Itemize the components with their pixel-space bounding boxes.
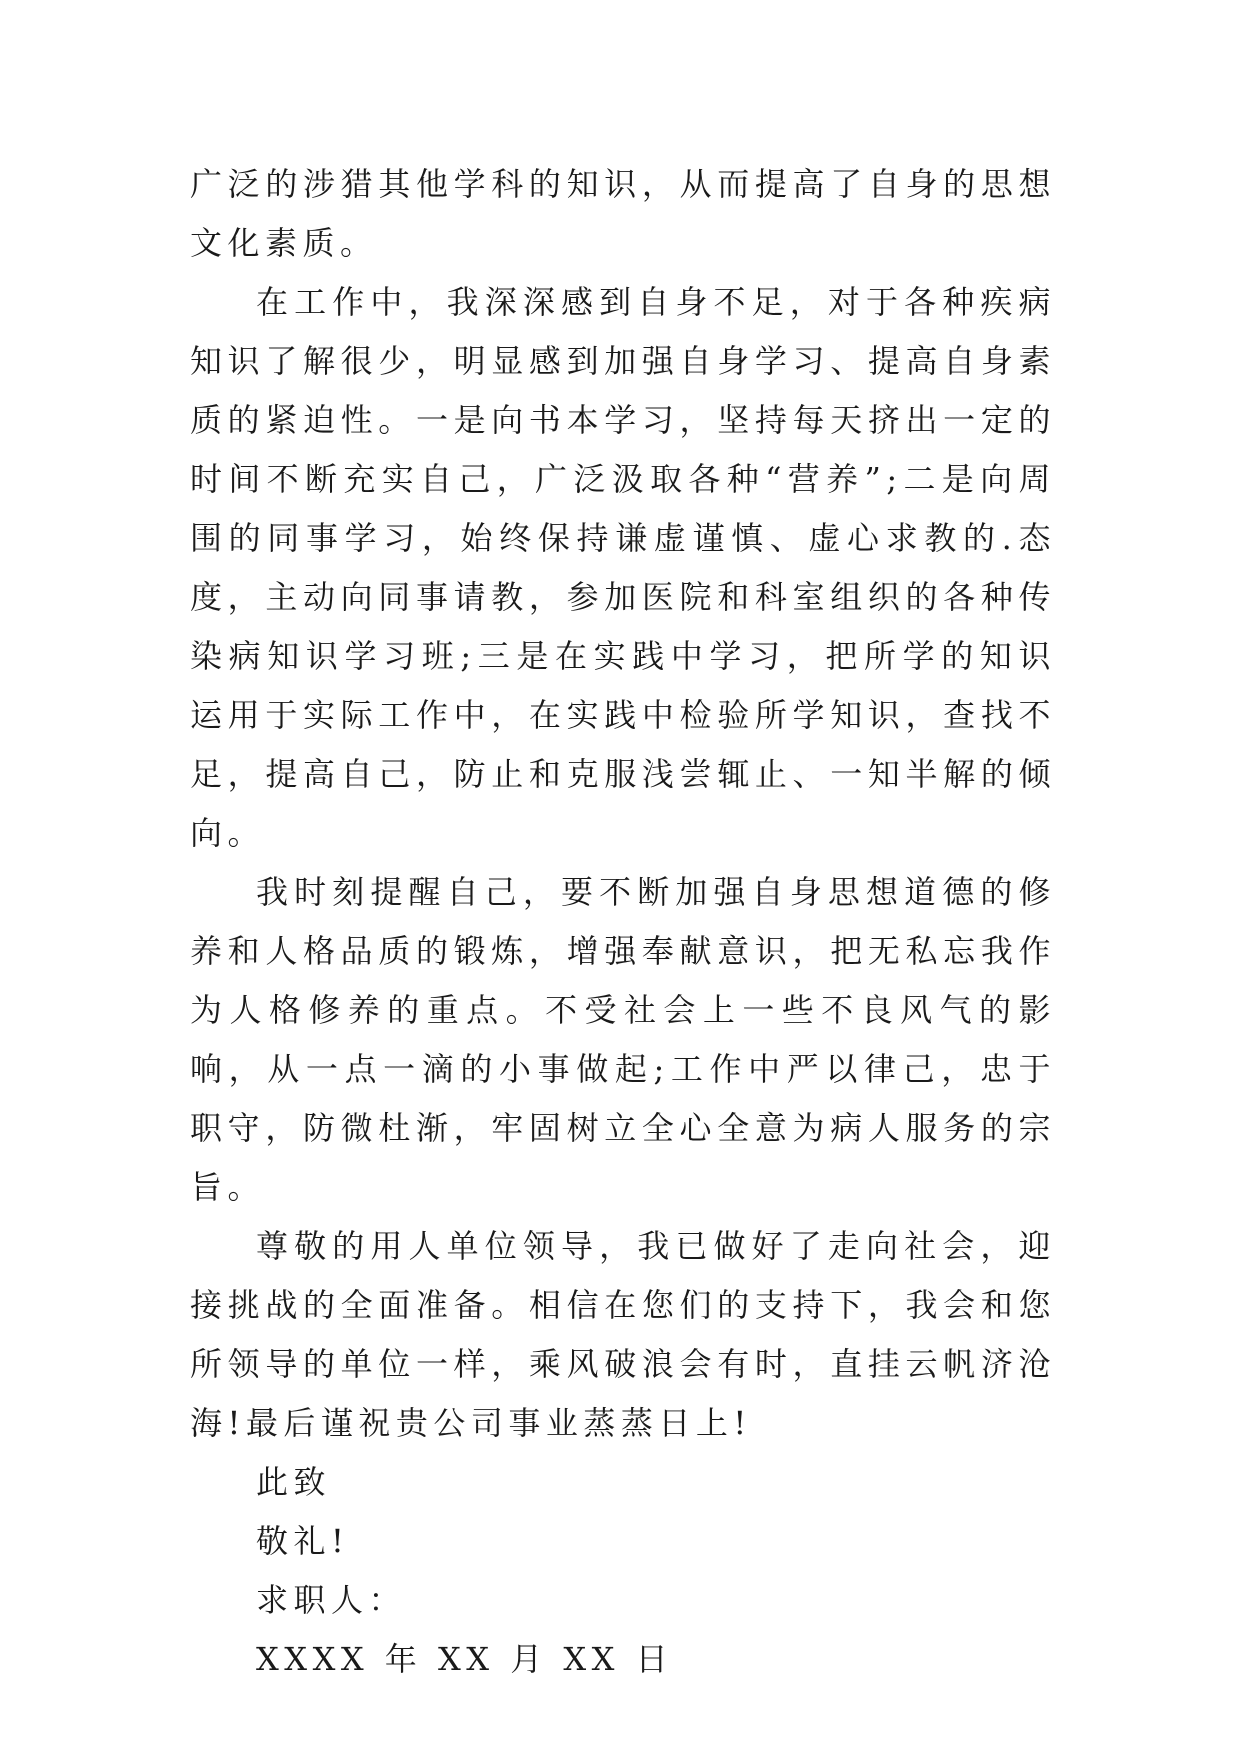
- paragraph-closing-remarks: 尊敬的用人单位领导，我已做好了走向社会，迎接挑战的全面准备。相信在您们的支持下，我会和您所领导的单位一样，乘风破浪会有时，直挂云帆济沧海!最后谨祝贵公司事业蒸蒸日上!: [190, 1227, 1056, 1442]
- paragraph-self-study: 在工作中，我深深感到自身不足，对于各种疾病知识了解很少，明显感到加强自身学习、提高自身素质的紧迫性。一是向书本学习，坚持每天挤出一定的时间不断充实自己，广泛汲取各种“营养”;二是向周围的同事学习，始终保持谦虚谨慎、虚心求教的.态度，主动向同事请教，参加医院和科室组织的各种传染病知识学习班;三是在实践中学习，把所学的知识运用于实际工作中，在实践中检验所学知识，查找不足，提高自己，防止和克服浅尝辄止、一知半解的倾向。: [190, 283, 1056, 852]
- applicant-signature-label: 求职人：: [256, 1581, 407, 1619]
- closing-salutation: 此致: [256, 1463, 332, 1501]
- letter-date: XXXX 年 XX 月 XX 日: [256, 1640, 674, 1678]
- letter-body: [190, 155, 1056, 1689]
- closing-regards: 敬礼!: [256, 1522, 350, 1560]
- paragraph-moral-cultivation: 我时刻提醒自己，要不断加强自身思想道德的修养和人格品质的锻炼，增强奉献意识，把无私忘我作为人格修养的重点。不受社会上一些不良风气的影响，从一点一滴的小事做起;工作中严以律己，忠于职守，防微杜渐，牢固树立全心全意为病人服务的宗旨。: [190, 873, 1056, 1206]
- paragraph-continuation: 广泛的涉猎其他学科的知识，从而提高了自身的思想文化素质。: [190, 165, 1056, 262]
